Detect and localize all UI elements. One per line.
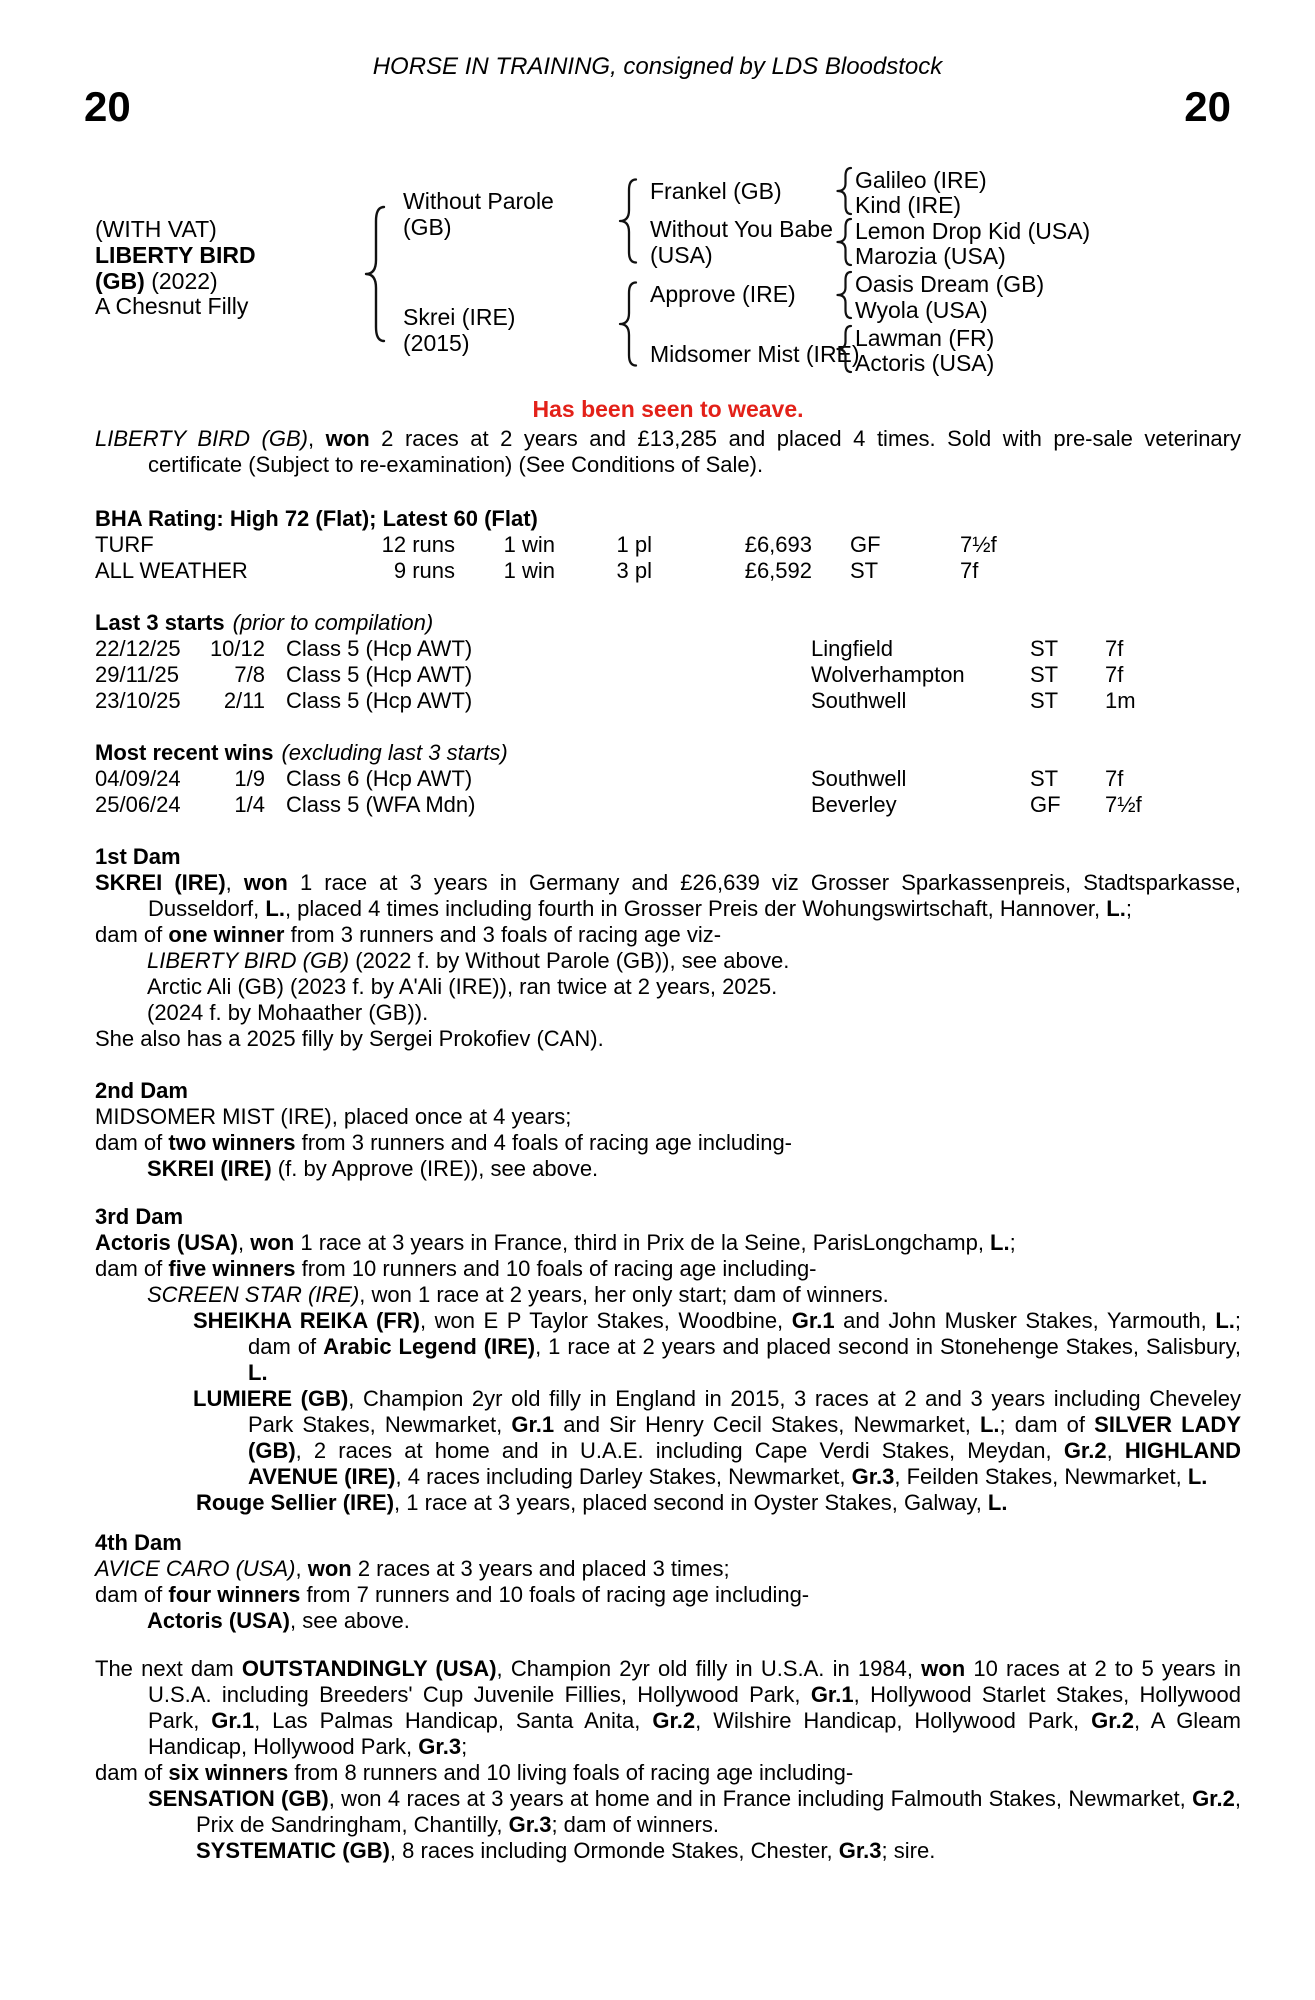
text-run: ; dam of — [999, 1412, 1095, 1437]
text-run: Gr.2 — [1063, 1438, 1107, 1463]
text-run: , Champion 2yr old filly in U.S.A. in 1984, — [496, 1656, 922, 1681]
last-3-starts-heading — [95, 610, 1241, 636]
cell: Class 5 (Hcp AWT) — [286, 688, 473, 713]
cell: 25/06/24 — [95, 792, 181, 817]
text-run: Gr.2 — [1192, 1786, 1235, 1811]
text-run: L. — [1187, 1464, 1208, 1489]
produce-item — [95, 1838, 1241, 1864]
text-run: Arctic Ali (GB) (2023 f. by A'Ali (IRE)), ran twice at 2 years, 2025. — [147, 974, 778, 999]
text-run: Gr.1 — [810, 1682, 854, 1707]
text-run: dam of — [95, 1760, 169, 1785]
cell: 7½f — [960, 532, 997, 557]
start-row — [95, 662, 1241, 688]
text-run: LIBERTY BIRD (GB) — [147, 948, 350, 973]
produce-item — [95, 974, 1241, 1000]
text-run: ; — [461, 1734, 468, 1759]
text-run: , — [225, 870, 244, 895]
produce-item — [95, 1490, 1241, 1516]
text-run: , 1 race at 3 years, placed second in Oyster Stakes, Galway, — [394, 1490, 988, 1515]
text-run: L. — [1106, 896, 1126, 921]
text-run: ; dam of — [248, 1308, 1241, 1359]
pedigree-brace — [834, 217, 854, 267]
fourth-dam-heading: 4th Dam — [95, 1530, 182, 1555]
text-run: 2 races at 3 years and placed 3 times; — [351, 1556, 730, 1581]
third-dam-produce-intro — [95, 1256, 1241, 1282]
text-run: dam of — [95, 922, 169, 947]
pedigree-gg-5: Oasis Dream (GB) — [855, 271, 1045, 297]
text-run: L. — [1215, 1308, 1235, 1333]
cell: 7½f — [1105, 792, 1142, 817]
horse-sex-line: A Chesnut Filly — [95, 293, 249, 319]
text-run: , Las Palmas Handicap, Santa Anita, — [254, 1708, 653, 1733]
text-run: dam of — [95, 1582, 169, 1607]
cell: 23/10/25 — [95, 688, 181, 713]
text-run: from 8 runners and 10 living foals of racing age including- — [288, 1760, 854, 1785]
text-run: six winners — [168, 1760, 289, 1785]
start-row — [95, 688, 1241, 714]
cell: Lingfield — [811, 636, 893, 661]
produce-item — [95, 1786, 1241, 1838]
text-run: Gr.2 — [652, 1708, 696, 1733]
cell: £6,592 — [744, 558, 812, 583]
text-run: and Sir Henry Cecil Stakes, Newmarket, — [554, 1412, 980, 1437]
pedigree-sire-suffix: (GB) — [403, 214, 452, 240]
first-dam-heading: 1st Dam — [95, 844, 181, 869]
text-run: Actoris (USA) — [147, 1608, 291, 1633]
text-run: 2 races at 2 years and £13,285 and placed 4 times. Sold with pre-sale veterinary certificate (Subject to re-examination) (See Conditions of Sale). — [148, 426, 1241, 477]
text-run: Gr.1 — [511, 1412, 555, 1437]
text-run: dam of — [95, 1130, 169, 1155]
cell: 22/12/25 — [95, 636, 181, 661]
pedigree-brace — [834, 270, 854, 320]
pedigree-gg-4: Marozia (USA) — [855, 243, 1006, 269]
cell: 1 pl — [616, 532, 652, 557]
fourth-dam-produce-intro — [95, 1582, 1241, 1608]
text-run: , 8 races including Ormonde Stakes, Chester, — [389, 1838, 839, 1863]
cell: £6,693 — [744, 532, 812, 557]
text-run: , — [295, 1556, 308, 1581]
start-row — [95, 636, 1241, 662]
text-run: SYSTEMATIC (GB) — [196, 1838, 390, 1863]
text-run: ; sire. — [881, 1838, 936, 1863]
next-dam-record — [95, 1656, 1241, 1760]
recent-wins-label: Most recent wins — [95, 740, 274, 765]
cell: ST — [1030, 688, 1059, 713]
vat-note: (WITH VAT) — [95, 216, 217, 242]
second-dam-record — [95, 1104, 1241, 1130]
cell: 1/4 — [234, 792, 265, 817]
text-run: five winners — [168, 1256, 296, 1281]
rating-row-turf — [95, 532, 1241, 558]
pedigree-dam-sire: Approve (IRE) — [650, 281, 796, 307]
cell: Class 6 (Hcp AWT) — [286, 766, 473, 791]
text-run: and John Musker Stakes, Yarmouth, — [834, 1308, 1216, 1333]
produce-item — [95, 1000, 1241, 1026]
bha-rating-heading: BHA Rating: High 72 (Flat); Latest 60 (Flat) — [95, 506, 538, 531]
text-run: SENSATION (GB) — [148, 1786, 329, 1811]
cell: GF — [1030, 792, 1061, 817]
produce-item — [95, 1608, 1241, 1634]
text-run: Gr.3 — [508, 1812, 552, 1837]
pedigree-brace — [834, 324, 854, 374]
cell: GF — [850, 532, 881, 557]
horse-suffix-year — [95, 269, 218, 294]
text-run: one winner — [168, 922, 285, 947]
cell: ST — [850, 558, 879, 583]
text-run: MIDSOMER MIST (IRE), placed once at 4 years; — [95, 1104, 572, 1129]
cell: Wolverhampton — [811, 662, 965, 687]
second-dam-heading: 2nd Dam — [95, 1078, 188, 1103]
produce-item — [95, 948, 1241, 974]
text-run: LUMIERE (GB) — [193, 1386, 349, 1411]
pedigree-gg-7: Lawman (FR) — [855, 325, 995, 351]
second-dam-produce-intro — [95, 1130, 1241, 1156]
cell: Southwell — [811, 688, 907, 713]
pedigree-gg-1: Galileo (IRE) — [855, 167, 987, 193]
text-run: won — [243, 870, 288, 895]
text-run: (2022 f. by Without Parole (GB)), see above. — [349, 948, 790, 973]
text-run: , Prix de Sandringham, Chantilly, — [196, 1786, 1241, 1837]
pedigree-gg-8: Actoris (USA) — [855, 350, 995, 376]
text-run: ; dam of winners. — [551, 1812, 719, 1837]
third-dam-heading: 3rd Dam — [95, 1204, 184, 1229]
text-run: Rouge Sellier (IRE) — [196, 1490, 395, 1515]
text-run: ; — [1125, 896, 1132, 921]
pedigree-sire-dam-suffix: (USA) — [650, 242, 713, 268]
cell: 7/8 — [234, 662, 265, 687]
text-run: , won 4 races at 3 years at home and in France including Falmouth Stakes, Newmarket, — [328, 1786, 1193, 1811]
text-run: 10 races at 2 to 5 years in U.S.A. including Breeders' Cup Juvenile Fillies, Hollywood Park, — [148, 1656, 1241, 1707]
cell: 7f — [960, 558, 979, 583]
race-record-summary — [95, 426, 1241, 478]
last-3-starts-note: (prior to compilation) — [232, 610, 434, 635]
cell: 7f — [1105, 662, 1124, 687]
horse-name: LIBERTY BIRD — [95, 242, 256, 268]
text-run: , won 1 race at 2 years, her only start; dam of winners. — [359, 1282, 889, 1307]
cell: Beverley — [811, 792, 897, 817]
text-run: , 1 race at 2 years and placed second in Stonehenge Stakes, Salisbury, — [535, 1334, 1241, 1359]
text-run: from 10 runners and 10 foals of racing age including- — [295, 1256, 817, 1281]
cell: TURF — [95, 532, 154, 557]
text-run: SHEIKHA REIKA (FR) — [193, 1308, 420, 1333]
win-row — [95, 792, 1241, 818]
lot-number-row — [0, 84, 1315, 130]
cell: Class 5 (Hcp AWT) — [286, 636, 473, 661]
produce-item — [95, 1308, 1241, 1386]
text-run: SKREI (IRE) — [147, 1156, 272, 1181]
cell: 7f — [1105, 636, 1124, 661]
text-run: two winners — [168, 1130, 296, 1155]
pedigree-gg-6: Wyola (USA) — [855, 297, 988, 323]
pedigree-gg-2: Kind (IRE) — [855, 192, 962, 218]
page-title: HORSE IN TRAINING, consigned by LDS Bloodstock — [372, 53, 943, 80]
text-run: AVICE CARO (USA) — [95, 1556, 296, 1581]
cell: 1m — [1105, 688, 1136, 713]
catalogue-body — [0, 396, 1315, 1864]
text-run: (f. by Approve (IRE)), see above. — [271, 1156, 599, 1181]
pedigree-brace — [616, 280, 638, 368]
text-run: , Champion 2yr old filly in England in 2015, 3 races at 2 and 3 years including Cheveley Park Stakes, Newmarket, — [248, 1386, 1241, 1437]
text-run: The next dam — [95, 1656, 242, 1681]
text-run: (2022) — [144, 268, 218, 294]
text-run: dam of — [95, 1256, 169, 1281]
recent-wins-note: (excluding last 3 starts) — [281, 740, 508, 765]
text-run: LIBERTY BIRD (GB) — [95, 426, 308, 451]
first-dam-produce-intro — [95, 922, 1241, 948]
text-run: SKREI (IRE) — [95, 870, 226, 895]
cell: 1/9 — [234, 766, 265, 791]
text-run: L. — [265, 896, 285, 921]
text-run: 1 race at 3 years in Germany and £26,639 viz Grosser Sparkassenpreis, Stadtsparkasse, Dusseldorf, — [148, 870, 1241, 921]
text-run: , won E P Taylor Stakes, Woodbine, — [419, 1308, 792, 1333]
text-run: from 3 runners and 4 foals of racing age including- — [295, 1130, 793, 1155]
first-dam-record — [95, 870, 1241, 922]
pedigree-dam-year: (2015) — [403, 330, 470, 356]
third-dam-record — [95, 1230, 1241, 1256]
text-run: , Hollywood Starlet Stakes, Hollywood Park, — [148, 1682, 1242, 1733]
text-run: Gr.2 — [1091, 1708, 1134, 1733]
rating-row-all-weather — [95, 558, 1241, 584]
text-run: ; — [1009, 1230, 1016, 1255]
text-run: HIGHLAND AVENUE (IRE) — [248, 1438, 1241, 1489]
cell: 2/11 — [223, 688, 265, 713]
text-run: Gr.1 — [791, 1308, 835, 1333]
pedigree-brace — [834, 166, 854, 216]
cell: 12 runs — [381, 532, 455, 557]
vendor-notice: Has been seen to weave. — [532, 396, 804, 422]
fourth-dam-record — [95, 1556, 1241, 1582]
text-run: OUTSTANDINGLY (USA) — [241, 1656, 497, 1681]
cell: ALL WEATHER — [95, 558, 248, 583]
text-run: , — [307, 426, 326, 451]
cell: ST — [1030, 662, 1059, 687]
pedigree-brace — [616, 177, 638, 265]
text-run: from 3 runners and 3 foals of racing age viz- — [284, 922, 722, 947]
text-run: , 2 races at home and in U.A.E. including Cape Verdi Stakes, Meydan, — [295, 1438, 1064, 1463]
text-run: , see above. — [290, 1608, 410, 1633]
text-run: , 4 races including Darley Stakes, Newmarket, — [395, 1464, 852, 1489]
last-3-starts-label: Last 3 starts — [95, 610, 225, 635]
win-row — [95, 766, 1241, 792]
text-run: L. — [987, 1490, 1008, 1515]
lot-number-right: 20 — [1184, 83, 1231, 130]
text-run: , — [238, 1230, 251, 1255]
text-run: SILVER LADY (GB) — [248, 1412, 1241, 1463]
pedigree-sire-sire: Frankel (GB) — [650, 178, 782, 204]
cell: ST — [1030, 766, 1059, 791]
recent-wins-heading — [95, 740, 1241, 766]
text-run: SCREEN STAR (IRE) — [147, 1282, 360, 1307]
text-run: Gr.3 — [418, 1734, 462, 1759]
text-run: , Wilshire Handicap, Hollywood Park, — [695, 1708, 1092, 1733]
text-run: from 7 runners and 10 foals of racing age including- — [300, 1582, 810, 1607]
text-run: Gr.1 — [211, 1708, 255, 1733]
produce-item — [95, 1282, 1241, 1308]
text-run: L. — [979, 1412, 1000, 1437]
text-run: Gr.3 — [838, 1838, 882, 1863]
pedigree-sire-dam: Without You Babe — [650, 216, 833, 242]
text-run: , placed 4 times including fourth in Grosser Preis der Wohungswirtschaft, Hannover, — [284, 896, 1107, 921]
cell: 9 runs — [393, 558, 455, 583]
text-run: (GB) — [95, 268, 145, 294]
cell: 3 pl — [616, 558, 652, 583]
lot-number-left: 20 — [84, 83, 131, 130]
produce-item — [95, 1386, 1241, 1490]
pedigree-sire: Without Parole — [403, 188, 554, 214]
text-run: won — [921, 1656, 966, 1681]
pedigree-brace — [362, 204, 386, 344]
produce-item — [95, 1156, 1241, 1182]
text-run: won — [250, 1230, 295, 1255]
cell: 10/12 — [209, 636, 265, 661]
cell: 04/09/24 — [95, 766, 181, 791]
pedigree-gg-3: Lemon Drop Kid (USA) — [855, 218, 1091, 244]
text-run: (2024 f. by Mohaather (GB)). — [147, 1000, 429, 1025]
first-dam-note — [95, 1026, 1241, 1052]
cell: 1 win — [503, 532, 555, 557]
text-run: won — [307, 1556, 352, 1581]
text-run: L. — [990, 1230, 1010, 1255]
cell: Southwell — [811, 766, 907, 791]
cell: 29/11/25 — [95, 662, 180, 687]
cell: Class 5 (WFA Mdn) — [286, 792, 476, 817]
text-run: four winners — [168, 1582, 301, 1607]
text-run: Actoris (USA) — [95, 1230, 239, 1255]
cell: 7f — [1105, 766, 1124, 791]
text-run: , Feilden Stakes, Newmarket, — [894, 1464, 1188, 1489]
text-run: L. — [248, 1360, 268, 1385]
text-run: Gr.3 — [851, 1464, 895, 1489]
pedigree-dam-dam: Midsomer Mist (IRE) — [650, 341, 860, 367]
text-run: Arabic Legend (IRE) — [323, 1334, 536, 1359]
text-run: She also has a 2025 filly by Sergei Prokofiev (CAN). — [95, 1026, 604, 1051]
next-dam-produce-intro — [95, 1760, 1241, 1786]
cell: Class 5 (Hcp AWT) — [286, 662, 473, 687]
text-run: 1 race at 3 years in France, third in Prix de la Seine, ParisLongchamp, — [294, 1230, 991, 1255]
cell: ST — [1030, 636, 1059, 661]
text-run: , A Gleam Handicap, Hollywood Park, — [148, 1708, 1241, 1759]
pedigree-tree — [0, 130, 1315, 380]
cell: 1 win — [503, 558, 555, 583]
text-run: , — [1106, 1438, 1125, 1463]
pedigree-dam: Skrei (IRE) — [403, 304, 516, 330]
text-run: won — [325, 426, 370, 451]
